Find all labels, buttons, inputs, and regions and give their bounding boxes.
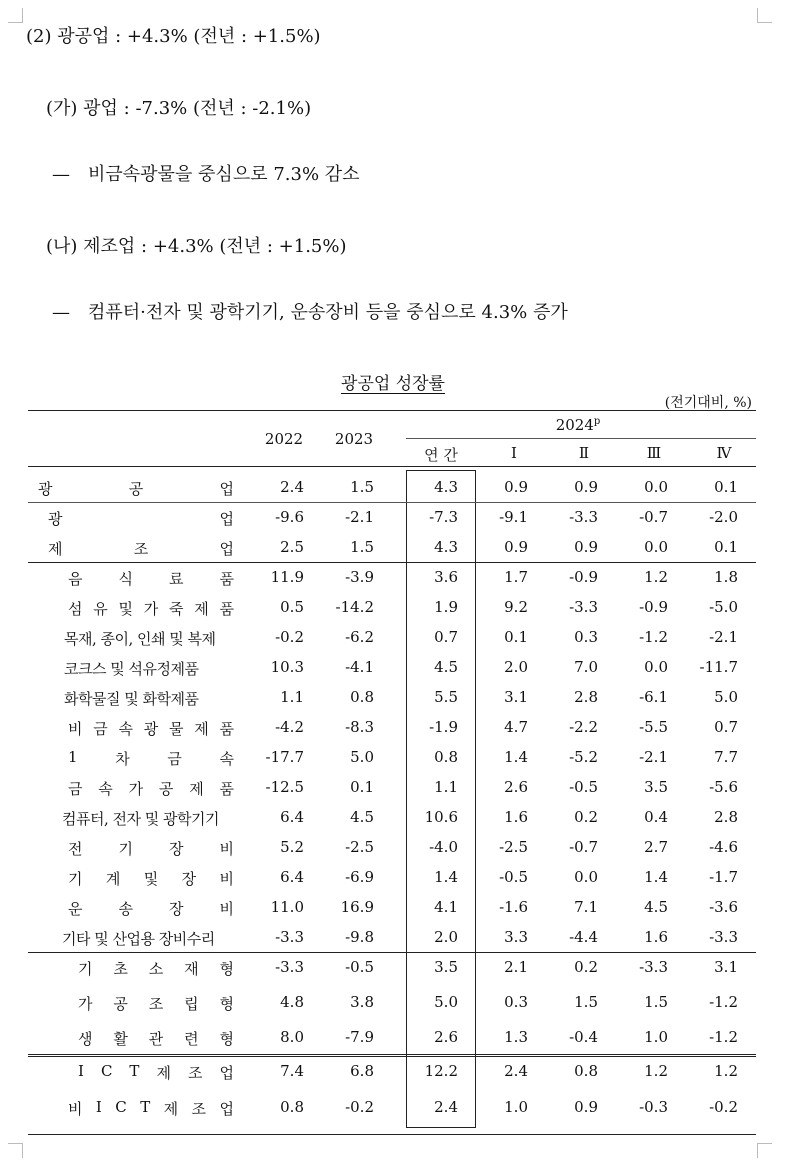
cell-v2022: 4.8: [280, 993, 304, 1011]
cell-q3: 0.4: [644, 808, 668, 826]
cell-q2: -4.4: [569, 928, 598, 946]
row-label-char: 비: [68, 720, 83, 738]
cell-q1: 3.3: [504, 928, 528, 946]
cell-q2: -0.7: [569, 838, 598, 856]
manufacturing-subheading: (나) 제조업 : +4.3% (전년 : +1.5%): [46, 236, 347, 257]
row-label: [68, 598, 234, 619]
row-label-char: T: [140, 1098, 151, 1116]
cell-q4: 1.2: [714, 1062, 738, 1080]
cell-q3: 1.0: [644, 1028, 668, 1046]
cell-q2: 0.9: [574, 1098, 598, 1116]
cell-annual: 5.0: [434, 993, 458, 1011]
row-label: 코크스 및 석유정제품: [64, 660, 199, 678]
row-label-char: 광: [38, 480, 53, 498]
header-q4: Ⅳ: [716, 444, 732, 462]
cell-annual: -1.9: [429, 718, 458, 736]
row-label: [78, 1062, 234, 1083]
row-label-char: 료: [169, 570, 184, 588]
row-label-char: 조: [187, 1064, 203, 1082]
cell-q4: 2.8: [714, 808, 738, 826]
row-label: [68, 898, 234, 919]
row-label-char: 차: [115, 750, 130, 768]
header-2024: [528, 416, 628, 434]
cell-v2023: -8.3: [345, 718, 374, 736]
row-label-char: C: [100, 1062, 113, 1080]
row-label-char: I: [78, 1062, 84, 1080]
cell-annual: 3.5: [434, 958, 458, 976]
cell-v2022: 11.9: [270, 568, 304, 586]
row-label-char: 형: [219, 995, 234, 1013]
cell-annual: 1.9: [434, 598, 458, 616]
row-label-char: 장: [169, 900, 184, 918]
cell-v2022: 0.5: [280, 598, 304, 616]
cell-q3: -2.1: [639, 748, 668, 766]
cell-v2022: 8.0: [280, 1028, 304, 1046]
row-label-char: 관: [148, 1030, 164, 1048]
cell-v2022: 6.4: [280, 868, 304, 886]
row-label: 화학물질 및 화학제품: [64, 690, 199, 708]
cell-annual: 5.5: [434, 688, 458, 706]
row-label-char: 기: [118, 840, 133, 858]
cell-v2023: -6.2: [345, 628, 374, 646]
row-label-char: 비: [219, 870, 234, 888]
table-rule: [28, 502, 756, 503]
cell-q1: -0.5: [499, 868, 528, 886]
cell-q3: -1.2: [639, 628, 668, 646]
cell-q1: 1.7: [504, 568, 528, 586]
cell-v2023: 0.8: [350, 688, 374, 706]
manufacturing-detail: [52, 298, 568, 324]
header-annual: 연 간: [424, 446, 458, 464]
cell-q2: -0.9: [569, 568, 598, 586]
row-label-char: 공: [128, 480, 144, 498]
crop-mark-bottom-left: [8, 1143, 23, 1158]
cell-q2: 7.0: [574, 658, 598, 676]
cell-annual: 4.3: [434, 538, 458, 556]
cell-q3: 1.6: [644, 928, 668, 946]
cell-v2022: 10.3: [270, 658, 304, 676]
cell-q1: 9.2: [504, 598, 528, 616]
row-label: [78, 958, 234, 979]
cell-annual: 2.4: [434, 1098, 458, 1116]
cell-annual: 10.6: [424, 808, 458, 826]
row-label: [68, 1098, 234, 1119]
cell-v2023: 1.5: [350, 538, 374, 556]
row-label-char: 죽: [169, 600, 184, 618]
header-2024-sup: p: [593, 416, 601, 427]
row-label-char: 제: [194, 600, 209, 618]
cell-q3: -6.1: [639, 688, 668, 706]
row-label-char: 업: [219, 1064, 234, 1082]
row-label-char: I: [95, 1098, 102, 1116]
cell-v2023: -4.1: [345, 658, 374, 676]
cell-v2022: -3.3: [275, 928, 304, 946]
cell-q2: 0.3: [574, 628, 598, 646]
row-label-char: 활: [113, 1030, 128, 1048]
cell-q3: 1.2: [644, 1062, 668, 1080]
row-label-char: 제: [156, 1064, 171, 1082]
header-sub-rule: [406, 438, 756, 439]
row-label: 기타 및 산업용 장비수리: [62, 930, 215, 948]
cell-q1: 0.1: [504, 628, 528, 646]
cell-q4: -3.6: [709, 898, 738, 916]
header-2022: 2022: [264, 430, 304, 448]
row-label-char: 비: [219, 840, 234, 858]
cell-v2023: 1.5: [350, 478, 374, 496]
row-label-char: 비: [219, 900, 234, 918]
row-label: [38, 478, 234, 499]
cell-q4: -5.6: [709, 778, 738, 796]
table-rule: [28, 1134, 756, 1135]
crop-mark-top-right: [757, 8, 772, 23]
row-label-char: 품: [219, 720, 234, 738]
row-label-char: 제: [189, 780, 204, 798]
cell-q2: -3.3: [569, 598, 598, 616]
row-label-char: T: [129, 1062, 140, 1080]
cell-q3: 1.5: [644, 993, 668, 1011]
cell-q4: 5.0: [714, 688, 738, 706]
row-label-char: 송: [118, 900, 133, 918]
cell-q1: 1.3: [504, 1028, 528, 1046]
row-label-char: 품: [219, 780, 234, 798]
cell-v2023: -6.9: [345, 868, 374, 886]
row-label-char: 광: [143, 720, 159, 738]
cell-q1: 2.4: [504, 1062, 528, 1080]
cell-q4: -5.0: [709, 598, 738, 616]
cell-q4: 3.1: [714, 958, 738, 976]
cell-q2: 0.8: [574, 1062, 598, 1080]
cell-q1: 2.6: [504, 778, 528, 796]
row-label-char: 장: [169, 840, 184, 858]
cell-annual: 0.7: [434, 628, 458, 646]
cell-q2: 7.1: [574, 898, 598, 916]
cell-q1: 0.9: [504, 538, 528, 556]
header-bottom-rule: [28, 466, 756, 467]
row-label-char: 조: [191, 1100, 207, 1118]
cell-q2: 1.5: [574, 993, 598, 1011]
cell-v2023: -3.9: [345, 568, 374, 586]
header-2024-year: 2024: [555, 416, 594, 434]
row-label-char: 금: [167, 750, 182, 768]
row-label: [48, 508, 234, 529]
cell-annual: 1.4: [434, 868, 458, 886]
cell-q2: -5.2: [569, 748, 598, 766]
row-label-char: 유: [93, 600, 108, 618]
cell-q2: 0.9: [574, 478, 598, 496]
row-label-char: 조: [133, 540, 149, 558]
row-label-char: 가: [143, 600, 159, 618]
cell-v2022: -4.2: [275, 718, 304, 736]
header-q1: Ⅰ: [511, 444, 517, 462]
cell-v2023: 0.1: [350, 778, 374, 796]
row-label-char: 공: [113, 995, 128, 1013]
cell-v2023: 4.5: [350, 808, 374, 826]
cell-v2022: -9.6: [275, 508, 304, 526]
cell-q4: -2.1: [709, 628, 738, 646]
cell-q3: 3.5: [644, 778, 668, 796]
row-label-char: 조: [148, 995, 164, 1013]
crop-mark-top-left: [8, 8, 23, 23]
row-label-char: 품: [219, 570, 234, 588]
cell-v2022: -3.3: [275, 958, 304, 976]
row-label-char: 업: [219, 540, 234, 558]
cell-v2023: 6.8: [350, 1062, 374, 1080]
cell-q2: -2.2: [569, 718, 598, 736]
row-label-char: 립: [184, 995, 199, 1013]
cell-q2: -0.4: [569, 1028, 598, 1046]
row-label-char: 광: [48, 510, 63, 528]
cell-annual: -7.3: [429, 508, 458, 526]
cell-q3: -0.3: [639, 1098, 668, 1116]
table-unit: (전기대비, %): [664, 395, 752, 411]
cell-q1: 1.4: [504, 748, 528, 766]
table-rule: [28, 952, 756, 953]
cell-v2022: 11.0: [270, 898, 304, 916]
cell-q2: 2.8: [574, 688, 598, 706]
cell-v2022: -12.5: [265, 778, 304, 796]
row-label-char: C: [115, 1098, 127, 1116]
cell-annual: 0.8: [434, 748, 458, 766]
cell-q4: -2.0: [709, 508, 738, 526]
row-label-char: 제: [163, 1100, 179, 1118]
row-label-char: 1: [68, 748, 78, 766]
row-label-char: 련: [184, 1030, 199, 1048]
row-label-char: 및: [143, 870, 159, 888]
row-label-char: 장: [181, 870, 197, 888]
row-label: [68, 748, 234, 769]
row-label-char: 업: [219, 480, 234, 498]
cell-q3: 0.0: [644, 538, 668, 556]
manufacturing-detail-text: 컴퓨터·전자 및 광학기기, 운송장비 등을 중심으로 4.3% 증가: [88, 302, 568, 323]
row-label: [68, 568, 234, 589]
row-label-char: 공: [158, 780, 174, 798]
cell-q3: -3.3: [639, 958, 668, 976]
cell-v2023: -0.2: [345, 1098, 374, 1116]
row-label: [68, 868, 234, 889]
cell-q4: 7.7: [714, 748, 738, 766]
cell-q2: 0.2: [574, 958, 598, 976]
cell-q4: 0.7: [714, 718, 738, 736]
cell-q3: -5.5: [639, 718, 668, 736]
cell-q3: -0.9: [639, 598, 668, 616]
row-label-char: 속: [219, 750, 234, 768]
cell-q2: 0.9: [574, 538, 598, 556]
cell-q2: 0.0: [574, 868, 598, 886]
row-label: [68, 838, 234, 859]
cell-q4: -1.2: [709, 1028, 738, 1046]
cell-q4: -4.6: [709, 838, 738, 856]
cell-q2: -0.5: [569, 778, 598, 796]
row-label-char: 물: [169, 720, 184, 738]
row-label-char: 및: [118, 600, 133, 618]
cell-v2023: -9.8: [345, 928, 374, 946]
cell-v2022: -0.2: [275, 628, 304, 646]
mining-subheading: (가) 광업 : -7.3% (전년 : -2.1%): [46, 98, 312, 119]
row-label-char: 식: [118, 570, 133, 588]
cell-v2023: -14.2: [335, 598, 374, 616]
cell-v2022: -17.7: [265, 748, 304, 766]
cell-v2022: 2.4: [280, 478, 304, 496]
row-label-char: 품: [219, 600, 234, 618]
summary-heading: (2) 광공업 : +4.3% (전년 : +1.5%): [26, 26, 321, 47]
row-label-char: 속: [98, 780, 113, 798]
cell-annual: -4.0: [429, 838, 458, 856]
row-label: [48, 538, 234, 559]
mining-detail-text: 비금속광물을 중심으로 7.3% 감소: [88, 164, 360, 185]
row-label: [78, 993, 234, 1014]
row-label-char: 소: [148, 960, 164, 978]
cell-q1: -9.1: [499, 508, 528, 526]
row-label-char: 음: [68, 570, 83, 588]
cell-q1: 0.9: [504, 478, 528, 496]
row-label-char: 금: [68, 780, 83, 798]
mining-detail: [52, 160, 360, 186]
cell-v2023: -0.5: [345, 958, 374, 976]
cell-v2022: 0.8: [280, 1098, 304, 1116]
header-q2: Ⅱ: [578, 444, 590, 462]
row-label-char: 섬: [68, 600, 83, 618]
table-title-text: 광공업 성장률: [341, 374, 445, 394]
row-label-char: 형: [219, 1030, 234, 1048]
cell-v2022: 2.5: [280, 538, 304, 556]
row-label: [68, 778, 234, 799]
cell-q1: 2.1: [504, 958, 528, 976]
cell-q3: 1.4: [644, 868, 668, 886]
cell-q1: 2.0: [504, 658, 528, 676]
cell-annual: 2.6: [434, 1028, 458, 1046]
table-top-rule: [28, 410, 756, 411]
row-label: 목재, 종이, 인쇄 및 복제: [64, 630, 216, 648]
cell-q2: 0.2: [574, 808, 598, 826]
row-label: [68, 718, 234, 739]
cell-q4: 0.1: [714, 478, 738, 496]
row-label-char: 형: [219, 960, 234, 978]
table-rule: [28, 1054, 756, 1057]
cell-q3: 1.2: [644, 568, 668, 586]
cell-annual: 3.6: [434, 568, 458, 586]
cell-q2: -3.3: [569, 508, 598, 526]
cell-v2023: 16.9: [340, 898, 374, 916]
cell-q1: 1.0: [504, 1098, 528, 1116]
cell-annual: 4.1: [434, 898, 458, 916]
row-label-char: 기: [68, 870, 83, 888]
table-title: [0, 369, 786, 394]
cell-v2023: -7.9: [345, 1028, 374, 1046]
table-rule: [28, 562, 756, 563]
row-label-char: 생: [78, 1030, 93, 1048]
cell-v2022: 7.4: [280, 1062, 304, 1080]
header-q3: Ⅲ: [646, 444, 662, 462]
row-label-char: 초: [113, 960, 128, 978]
cell-q3: 0.0: [644, 478, 668, 496]
row-label-char: 계: [105, 870, 121, 888]
row-label-char: 제: [48, 540, 63, 558]
cell-q4: -1.2: [709, 993, 738, 1011]
cell-annual: 2.0: [434, 928, 458, 946]
cell-v2022: 1.1: [280, 688, 304, 706]
cell-q1: 1.6: [504, 808, 528, 826]
cell-v2023: -2.1: [345, 508, 374, 526]
cell-v2023: -2.5: [345, 838, 374, 856]
row-label-char: 가: [78, 995, 93, 1013]
dash-mark: —: [52, 302, 70, 323]
row-label-char: 재: [184, 960, 199, 978]
cell-q3: 2.7: [644, 838, 668, 856]
cell-q4: -1.7: [709, 868, 738, 886]
cell-v2022: 5.2: [280, 838, 304, 856]
row-label-char: 전: [68, 840, 83, 858]
cell-v2023: 3.8: [350, 993, 374, 1011]
cell-q3: -0.7: [639, 508, 668, 526]
row-label-char: 가: [128, 780, 144, 798]
cell-annual: 1.1: [434, 778, 458, 796]
header-2023: 2023: [334, 430, 374, 448]
row-label-char: 업: [219, 510, 234, 528]
cell-q1: 3.1: [504, 688, 528, 706]
cell-q4: -0.2: [709, 1098, 738, 1116]
row-label-char: 제: [194, 720, 209, 738]
cell-q1: -1.6: [499, 898, 528, 916]
dash-mark: —: [52, 164, 70, 185]
cell-q1: 0.3: [504, 993, 528, 1011]
cell-q4: -11.7: [699, 658, 738, 676]
row-label-char: 속: [118, 720, 133, 738]
cell-annual: 4.5: [434, 658, 458, 676]
cell-q1: -2.5: [499, 838, 528, 856]
cell-v2023: 5.0: [350, 748, 374, 766]
row-label-char: 운: [68, 900, 83, 918]
cell-q4: 0.1: [714, 538, 738, 556]
cell-annual: 4.3: [434, 478, 458, 496]
row-label-char: 금: [93, 720, 108, 738]
row-label: 컴퓨터, 전자 및 광학기기: [62, 810, 219, 828]
cell-q3: 0.0: [644, 658, 668, 676]
cell-v2022: 6.4: [280, 808, 304, 826]
row-label: [78, 1028, 234, 1049]
cell-q4: -3.3: [709, 928, 738, 946]
cell-q3: 4.5: [644, 898, 668, 916]
cell-q4: 1.8: [714, 568, 738, 586]
row-label-char: 비: [68, 1100, 83, 1118]
crop-mark-bottom-right: [757, 1143, 772, 1158]
cell-q1: 4.7: [504, 718, 528, 736]
cell-annual: 12.2: [424, 1062, 458, 1080]
row-label-char: 기: [78, 960, 93, 978]
row-label-char: 업: [219, 1100, 234, 1118]
growth-rate-table: [28, 410, 756, 1136]
